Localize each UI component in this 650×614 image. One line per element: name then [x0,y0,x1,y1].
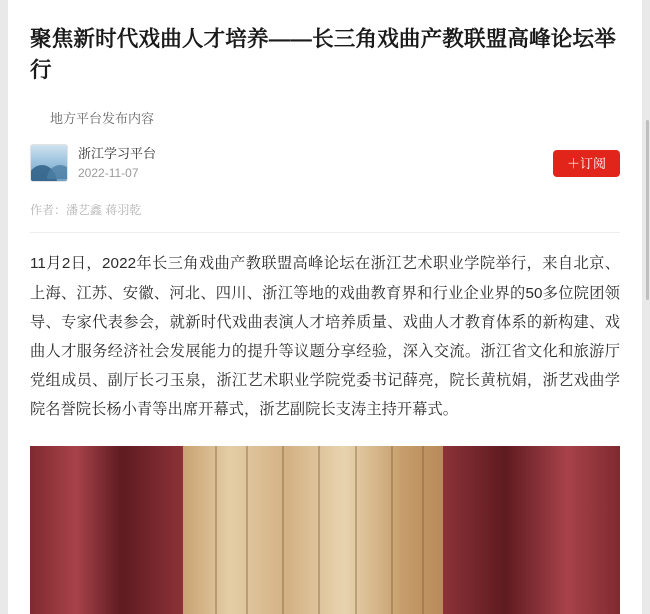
bookmark-icon [30,110,43,125]
publisher-row [30,141,620,185]
publisher-name[interactable]: 浙江学习平台 [78,145,157,161]
subscribe-button[interactable]: ＋订阅 [553,150,620,177]
page-left-margin [0,0,8,614]
source-tag [30,108,620,127]
publish-date: 2022-11-07 [78,165,139,180]
photo-curtain-right [443,446,620,614]
publisher-meta [78,145,156,182]
scrollbar[interactable] [646,120,649,300]
divider [30,232,620,233]
avatar[interactable] [30,144,68,182]
article-body: 11月2日，2022年长三角戏曲产教联盟高峰论坛在浙江艺术职业学院举行，来自北京、上海、江苏、安徽、河北、四川、浙江等地的戏曲教育界和行业企业界的50多位院团领导、专家代表参会，就新时代戏曲表演人才培养质量、戏曲人才教育体系的新构建、戏曲人才服务经济社会发展能力的提升等议题分享经验，深入交流。浙江省文化和旅游厅党组成员、副厅长刁玉泉，浙江艺术职业学院党委书记薛亮，院长黄杭娟，浙艺戏曲学院名誉院长杨小青等出席开幕式，浙艺副院长支涛主持开幕式。 [30,255,620,419]
photo-curtain-left [30,446,183,614]
page-right-margin [642,0,650,614]
article-photo [30,446,620,614]
author-line: 作者：潘艺鑫 蒋羽乾 [30,203,142,218]
source-tag-label: 地方平台发布内容 [50,111,155,127]
page-title: 聚焦新时代戏曲人才培养——长三角戏曲产教联盟高峰论坛举行 [30,27,616,83]
article-content [8,0,642,614]
photo-backdrop [183,446,443,614]
